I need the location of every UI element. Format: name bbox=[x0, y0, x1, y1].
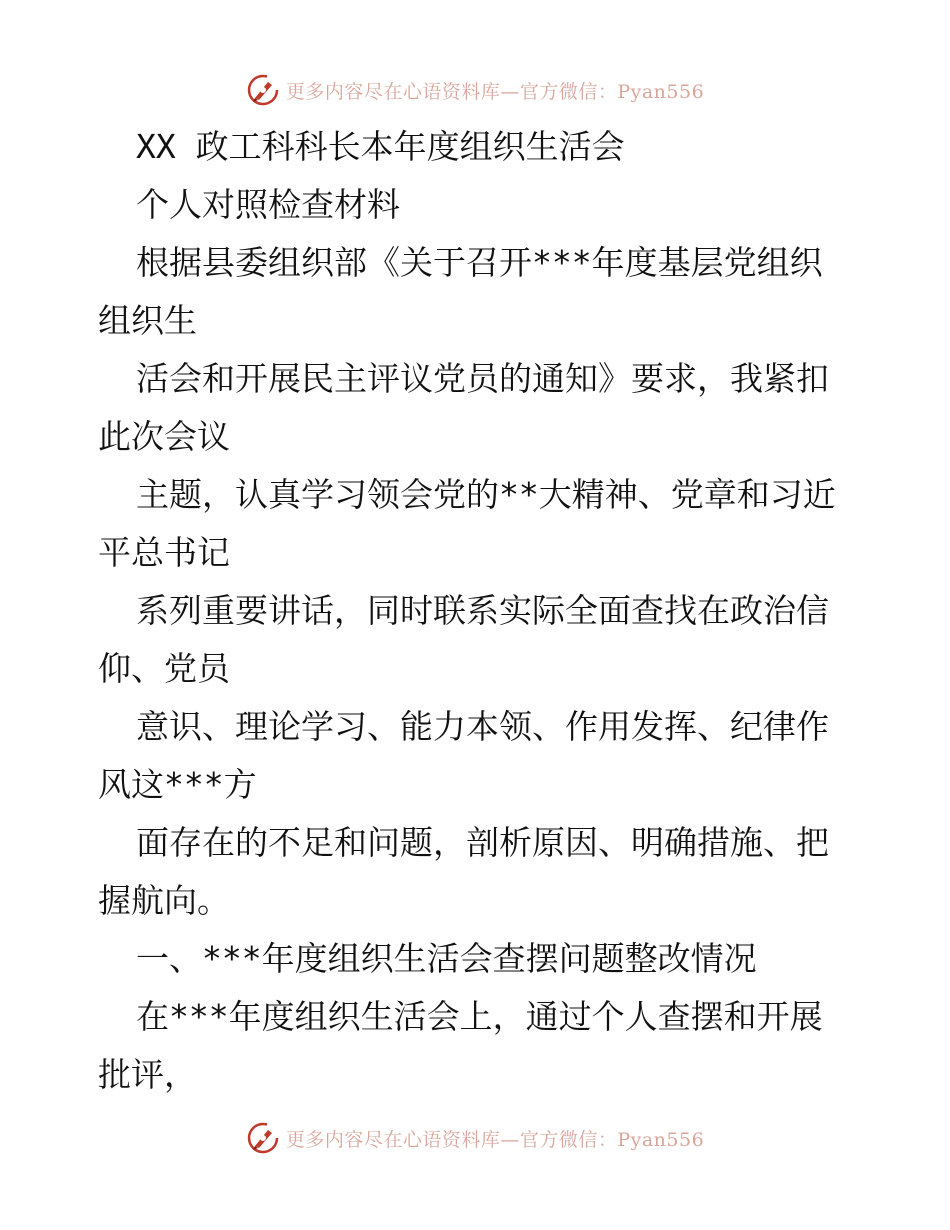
paragraph-line: 意识、理论学习、能力本领、作用发挥、纪律作 bbox=[136, 707, 829, 746]
paragraph-line: 系列重要讲话，同时联系实际全面查找在政治信 bbox=[136, 591, 829, 630]
section-heading: 一、***年度组织生活会查摆问题整改情况 bbox=[136, 939, 757, 978]
paragraph-line: 组织生 bbox=[98, 301, 197, 340]
quill-pen-logo-icon bbox=[246, 1121, 280, 1155]
paragraph-line: 面存在的不足和问题，剖析原因、明确措施、把 bbox=[136, 823, 829, 862]
footer-watermark bbox=[0, 1118, 950, 1158]
doc-subtitle: 个人对照检查材料 bbox=[136, 185, 400, 224]
paragraph-line: 活会和开展民主评议党员的通知》要求，我紧扣 bbox=[136, 359, 829, 398]
watermark-text: 更多内容尽在心语资料库—官方微信：Pyan556 bbox=[285, 80, 705, 103]
paragraph-line: 根据县委组织部《关于召开***年度基层党组织 bbox=[136, 243, 823, 282]
paragraph-line: 平总书记 bbox=[98, 533, 230, 572]
document-body bbox=[98, 118, 858, 1104]
paragraph-line: 风这***方 bbox=[98, 765, 257, 804]
header-watermark bbox=[0, 70, 950, 110]
paragraph-line: 在***年度组织生活会上，通过个人查摆和开展 bbox=[136, 997, 823, 1036]
quill-pen-logo-icon bbox=[246, 73, 280, 107]
paragraph-line: 批评， bbox=[98, 1055, 197, 1094]
watermark-text: 更多内容尽在心语资料库—官方微信：Pyan556 bbox=[285, 1128, 705, 1151]
paragraph-line: 仰、党员 bbox=[98, 649, 230, 688]
paragraph-line: 握航向。 bbox=[98, 881, 230, 920]
doc-title: XX 政工科科长本年度组织生活会 bbox=[136, 127, 625, 166]
paragraph-line: 主题，认真学习领会党的**大精神、党章和习近 bbox=[136, 475, 836, 514]
paragraph-line: 此次会议 bbox=[98, 417, 230, 456]
